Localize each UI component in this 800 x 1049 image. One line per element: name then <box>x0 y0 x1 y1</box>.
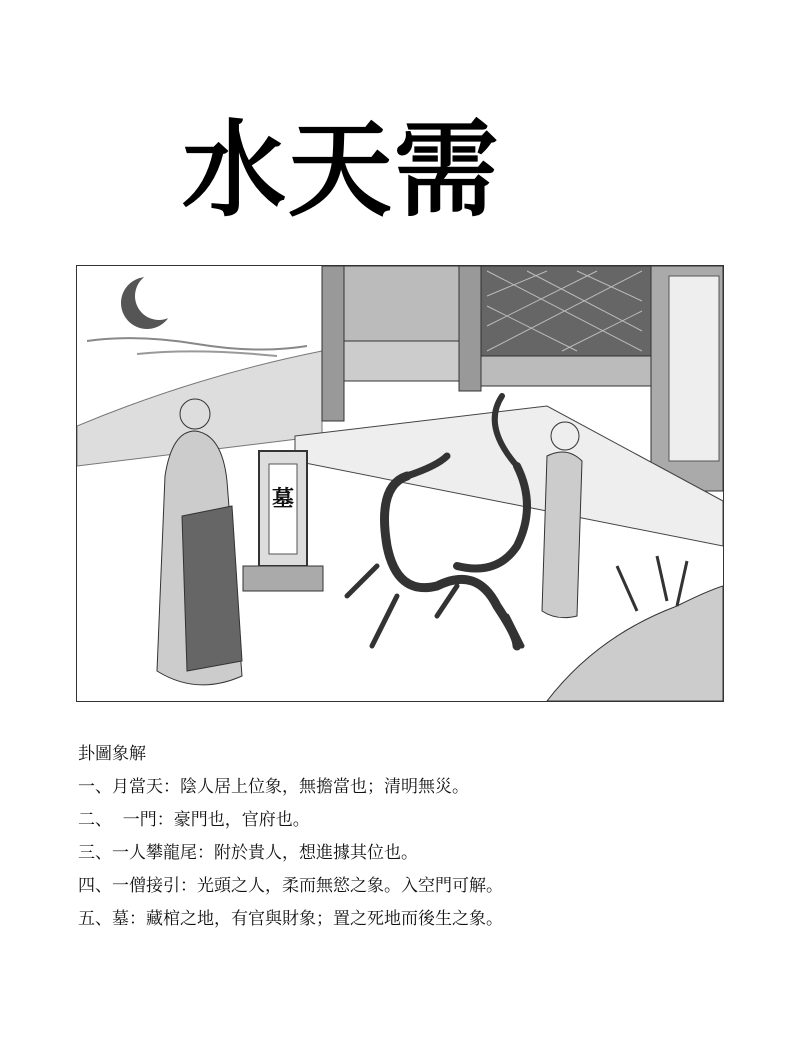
page-title: 水天需 <box>182 109 501 231</box>
explanation-heading: 卦圖象解 <box>78 744 146 764</box>
explanation-item: 五、墓：藏棺之地，有官與財象；置之死地而後生之象。 <box>78 909 503 929</box>
building-gate <box>295 266 723 546</box>
hexagram-illustration <box>76 265 724 702</box>
explanation-item: 二、 一門：豪門也，官府也。 <box>78 810 310 830</box>
tomb-stele <box>243 451 323 591</box>
crescent-moon <box>121 272 183 329</box>
explanation-item: 四、一僧接引：光頭之人，柔而無慾之象。入空門可解。 <box>78 876 503 896</box>
hexagram-explanation <box>78 738 503 936</box>
stele-inscription: 墓 <box>271 487 295 512</box>
explanation-item: 三、一人攀龍尾：附於貴人，想進據其位也。 <box>78 843 418 863</box>
explanation-item: 一、月當天：陰人居上位象，無擔當也；清明無災。 <box>78 777 469 797</box>
